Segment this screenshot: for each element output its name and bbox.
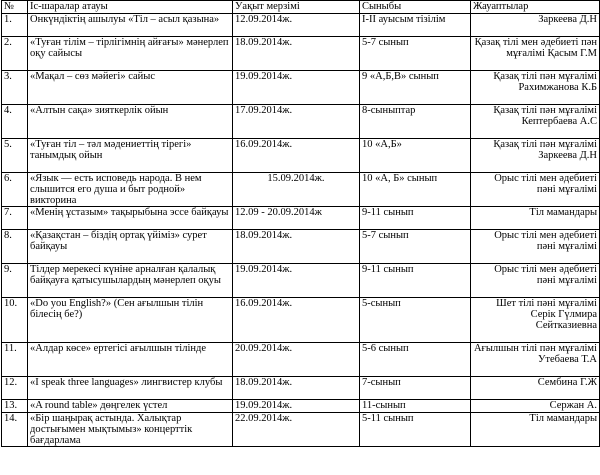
event-responsible: Заркеева Д.Н (471, 14, 600, 37)
table-row (2, 105, 600, 139)
event-date: 15.09.2014ж. (233, 173, 360, 207)
table-row (2, 173, 600, 207)
event-grade: 5-сынып (360, 298, 471, 343)
event-responsible: Орыс тілі мен әдебиеті пәні мұғалімі (471, 264, 600, 298)
row-number: 11. (2, 343, 28, 377)
table-row (2, 343, 600, 377)
event-name: «A round table» дөңгелек үстел (28, 400, 233, 413)
table-row (2, 207, 600, 230)
event-grade: 9-11 сынып (360, 207, 471, 230)
event-date: 16.09.2014ж. (233, 139, 360, 173)
event-responsible: Қазақ тілі мен әдебиеті пән мұғалімі Қасым Г.М (471, 37, 600, 71)
event-grade: 5-11 сынып (360, 413, 471, 447)
row-number: 13. (2, 400, 28, 413)
event-name: «Do you English?» (Сен ағылшын тілін білесің бе?) (28, 298, 233, 343)
table-row (2, 298, 600, 343)
event-date: 19.09.2014ж. (233, 71, 360, 105)
row-number: 10. (2, 298, 28, 343)
event-grade: 11-сынып (360, 400, 471, 413)
event-responsible: Шет тілі пәні мұғалімі Серік Гүлмира Сейтказиевна (471, 298, 600, 343)
event-date: 22.09.2014ж. (233, 413, 360, 447)
event-responsible: Тіл мамандары (471, 413, 600, 447)
row-number: 1. (2, 14, 28, 37)
event-name: Тілдер мерекесі күніне арналған қалалық байқауға қатысушылардың мәнерлеп оқуы (28, 264, 233, 298)
event-name: «Қазақстан – біздің ортақ үйіміз» сурет байқауы (28, 230, 233, 264)
table-header-row (2, 1, 600, 14)
row-number: 3. (2, 71, 28, 105)
header-responsible: Жауаптылар (471, 1, 600, 14)
row-number: 14. (2, 413, 28, 447)
header-event: Іс-шаралар атауы (28, 1, 233, 14)
event-responsible: Қазақ тілі пән мұғалімі Заркеева Д.Н (471, 139, 600, 173)
event-name: «Алдар көсе» ертегісі ағылшын тілінде (28, 343, 233, 377)
event-name: «I speak three languages» лингвистер клубы (28, 377, 233, 400)
event-name: «Алтын сақа» зияткерлік ойын (28, 105, 233, 139)
table-row (2, 37, 600, 71)
event-responsible: Қазақ тілі пән мұғалімі Кептербаева А.С (471, 105, 600, 139)
event-grade: 5-7 сынып (360, 37, 471, 71)
event-date: 12.09.2014ж. (233, 14, 360, 37)
event-responsible: Сембина Г.Ж (471, 377, 600, 400)
event-date: 12.09 - 20.09.2014ж (233, 207, 360, 230)
table-row (2, 139, 600, 173)
event-grade: 5-6 сынып (360, 343, 471, 377)
table-row (2, 413, 600, 447)
event-name: Онкүндіктің ашылуы «Тіл – асыл қазына» (28, 14, 233, 37)
table-row (2, 400, 600, 413)
row-number: 6. (2, 173, 28, 207)
event-grade: 9-11 сынып (360, 264, 471, 298)
row-number: 8. (2, 230, 28, 264)
event-date: 19.09.2014ж. (233, 400, 360, 413)
event-name: «Туған тілім – тірлігімнің айғағы» мәнерлеп оқу сайысы (28, 37, 233, 71)
event-responsible: Тіл мамандары (471, 207, 600, 230)
event-name: «Туған тіл – тәл мәдениеттің тірегі» танымдық ойын (28, 139, 233, 173)
event-responsible: Ағылшын тілі пән мұғалімі Утебаева Т.А (471, 343, 600, 377)
table-row (2, 71, 600, 105)
event-name: «Бір шаңырақ астында. Халықтар достығымен мықтымыз» концерттік бағдарлама (28, 413, 233, 447)
event-grade: 8-сыныптар (360, 105, 471, 139)
event-date: 17.09.2014ж. (233, 105, 360, 139)
row-number: 5. (2, 139, 28, 173)
event-date: 20.09.2014ж. (233, 343, 360, 377)
events-table (1, 0, 600, 447)
event-name: «Менің ұстазым» тақырыбына эссе байқауы (28, 207, 233, 230)
table-row (2, 264, 600, 298)
event-responsible: Сержан А. (471, 400, 600, 413)
event-responsible: Қазақ тілі пән мұғалімі Рахимжанова К.Б (471, 71, 600, 105)
table-row (2, 230, 600, 264)
row-number: 9. (2, 264, 28, 298)
event-name: «Мақал – сөз мәйегі» сайыс (28, 71, 233, 105)
event-date: 18.09.2014ж. (233, 230, 360, 264)
event-name: «Язык — есть исповедь народа. В нем слышится его душа и быт родной» викторина (28, 173, 233, 207)
event-responsible: Орыс тілі мен әдебиеті пәні мұғалімі (471, 173, 600, 207)
event-responsible: Орыс тілі мен әдебиеті пәні мұғалімі (471, 230, 600, 264)
table-row (2, 14, 600, 37)
row-number: 7. (2, 207, 28, 230)
header-number: № (2, 1, 28, 14)
event-grade: 9 «А,Б,В» сынып (360, 71, 471, 105)
event-grade: 10 «А, Б» сынып (360, 173, 471, 207)
event-date: 18.09.2014ж. (233, 377, 360, 400)
event-grade: 7-сынып (360, 377, 471, 400)
row-number: 12. (2, 377, 28, 400)
event-grade: 10 «А,Б» (360, 139, 471, 173)
header-grade: Сыныбы (360, 1, 471, 14)
event-date: 18.09.2014ж. (233, 37, 360, 71)
event-date: 16.09.2014ж. (233, 298, 360, 343)
table-row (2, 377, 600, 400)
event-grade: 5-7 сынып (360, 230, 471, 264)
header-date: Уақыт мерзімі (233, 1, 360, 14)
row-number: 4. (2, 105, 28, 139)
row-number: 2. (2, 37, 28, 71)
event-date: 19.09.2014ж. (233, 264, 360, 298)
event-grade: І-ІІ ауысым тізілім (360, 14, 471, 37)
